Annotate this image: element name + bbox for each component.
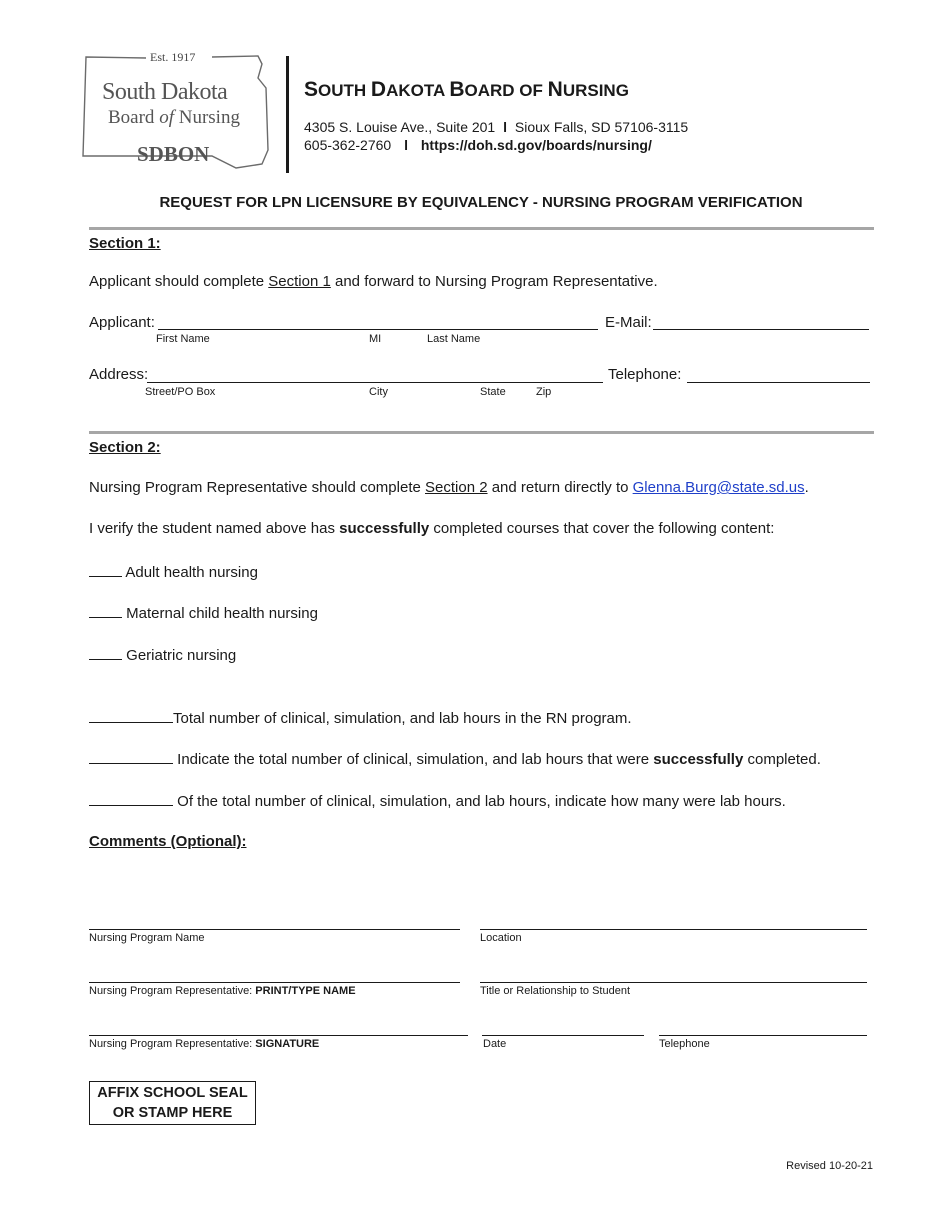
course-item-maternal: Maternal child health nursing <box>89 603 318 622</box>
form-title: REQUEST FOR LPN LICENSURE BY EQUIVALENCY - NURSING PROGRAM VERIFICATION <box>159 194 803 211</box>
telephone-field[interactable] <box>687 381 870 383</box>
header-separator-2: l <box>404 137 408 153</box>
header-divider <box>286 56 289 173</box>
hours-total-field[interactable] <box>89 708 173 723</box>
seal-line-1: AFFIX SCHOOL SEAL <box>97 1085 248 1101</box>
rep-print-name-field[interactable] <box>89 981 460 983</box>
revised-date: Revised 10-20-21 <box>786 1160 873 1172</box>
header-address-line <box>304 119 688 135</box>
logo-est: Est. 1917 <box>150 50 196 64</box>
course-check-field-2[interactable] <box>89 603 122 618</box>
header-contact-line <box>304 137 652 153</box>
title-relationship-field[interactable] <box>480 981 867 983</box>
seal-line-2: OR STAMP HERE <box>112 1105 233 1121</box>
street-caption: Street/PO Box <box>145 386 216 398</box>
address-field[interactable] <box>147 381 603 383</box>
telephone-caption: Telephone <box>659 1038 710 1050</box>
section1-rule <box>89 227 874 230</box>
section1-instructions: Applicant should complete Section 1 and forward to Nursing Program Representative. <box>89 273 658 290</box>
state-caption: State <box>480 386 506 398</box>
comments-heading: Comments (Optional): <box>89 833 247 850</box>
logo-line1: South Dakota <box>102 79 228 105</box>
program-name-caption: Nursing Program Name <box>89 932 205 944</box>
first-name-caption: First Name <box>156 333 210 345</box>
date-caption: Date <box>483 1038 507 1050</box>
header-city: Sioux Falls, SD 57106-3115 <box>514 119 689 135</box>
rep-signature-field[interactable] <box>89 1034 468 1036</box>
verify-statement: I verify the student named above has successfully completed courses that cover the following content: <box>89 520 775 537</box>
section2-rule <box>89 431 874 434</box>
zip-caption: Zip <box>536 386 552 398</box>
rep-print-caption: Nursing Program Representative: PRINT/TYPE NAME <box>89 985 356 997</box>
sdbon-logo <box>80 48 276 172</box>
telephone-label: Telephone: <box>608 366 682 383</box>
title-relationship-caption: Title or Relationship to Student <box>480 985 631 997</box>
last-name-caption: Last Name <box>427 333 481 345</box>
date-field[interactable] <box>482 1034 644 1036</box>
hours-lab-item: Of the total number of clinical, simulation, and lab hours, indicate how many were lab hours. <box>89 791 786 810</box>
program-name-field[interactable] <box>89 928 460 930</box>
section2-instructions: Nursing Program Representative should complete Section 2 and return directly to Glenna.Burg@state.sd.us. <box>89 479 809 496</box>
mi-caption: MI <box>369 333 382 345</box>
header-url[interactable]: https://doh.sd.gov/boards/nursing/ <box>420 137 652 153</box>
course-check-field-3[interactable] <box>89 645 122 660</box>
rep-telephone-field[interactable] <box>659 1034 867 1036</box>
course-check-field-1[interactable] <box>89 562 122 577</box>
return-email-link[interactable]: Glenna.Burg@state.sd.us <box>632 479 805 496</box>
email-field[interactable] <box>653 328 869 330</box>
header-phone: 605-362-2760 <box>304 137 392 153</box>
hours-total-item: Total number of clinical, simulation, and lab hours in the RN program. <box>89 708 632 727</box>
address-label: Address: <box>89 366 149 383</box>
rep-signature-caption: Nursing Program Representative: SIGNATURE <box>89 1038 320 1050</box>
hours-lab-field[interactable] <box>89 791 173 806</box>
org-title: SOUTH DAKOTA BOARD OF NURSING <box>304 78 629 101</box>
location-field[interactable] <box>480 928 867 930</box>
applicant-name-field[interactable] <box>158 328 598 330</box>
section2-heading: Section 2: <box>89 439 161 456</box>
location-caption: Location <box>480 932 522 944</box>
school-seal-box <box>89 1081 256 1125</box>
city-caption: City <box>369 386 388 398</box>
section1-heading: Section 1: <box>89 235 161 252</box>
header-separator: l <box>503 119 508 135</box>
email-label: E-Mail: <box>605 314 652 331</box>
logo-abbr: SDBON <box>137 142 210 166</box>
course-item-geriatric: Geriatric nursing <box>89 645 236 664</box>
logo-line2: Board of Nursing <box>108 107 240 128</box>
course-item-adult: Adult health nursing <box>89 562 258 581</box>
applicant-label: Applicant: <box>89 314 155 331</box>
hours-completed-item: Indicate the total number of clinical, simulation, and lab hours that were successfully completed. <box>89 749 821 768</box>
header-address: 4305 S. Louise Ave., Suite 201 <box>304 119 496 135</box>
hours-completed-field[interactable] <box>89 749 173 764</box>
